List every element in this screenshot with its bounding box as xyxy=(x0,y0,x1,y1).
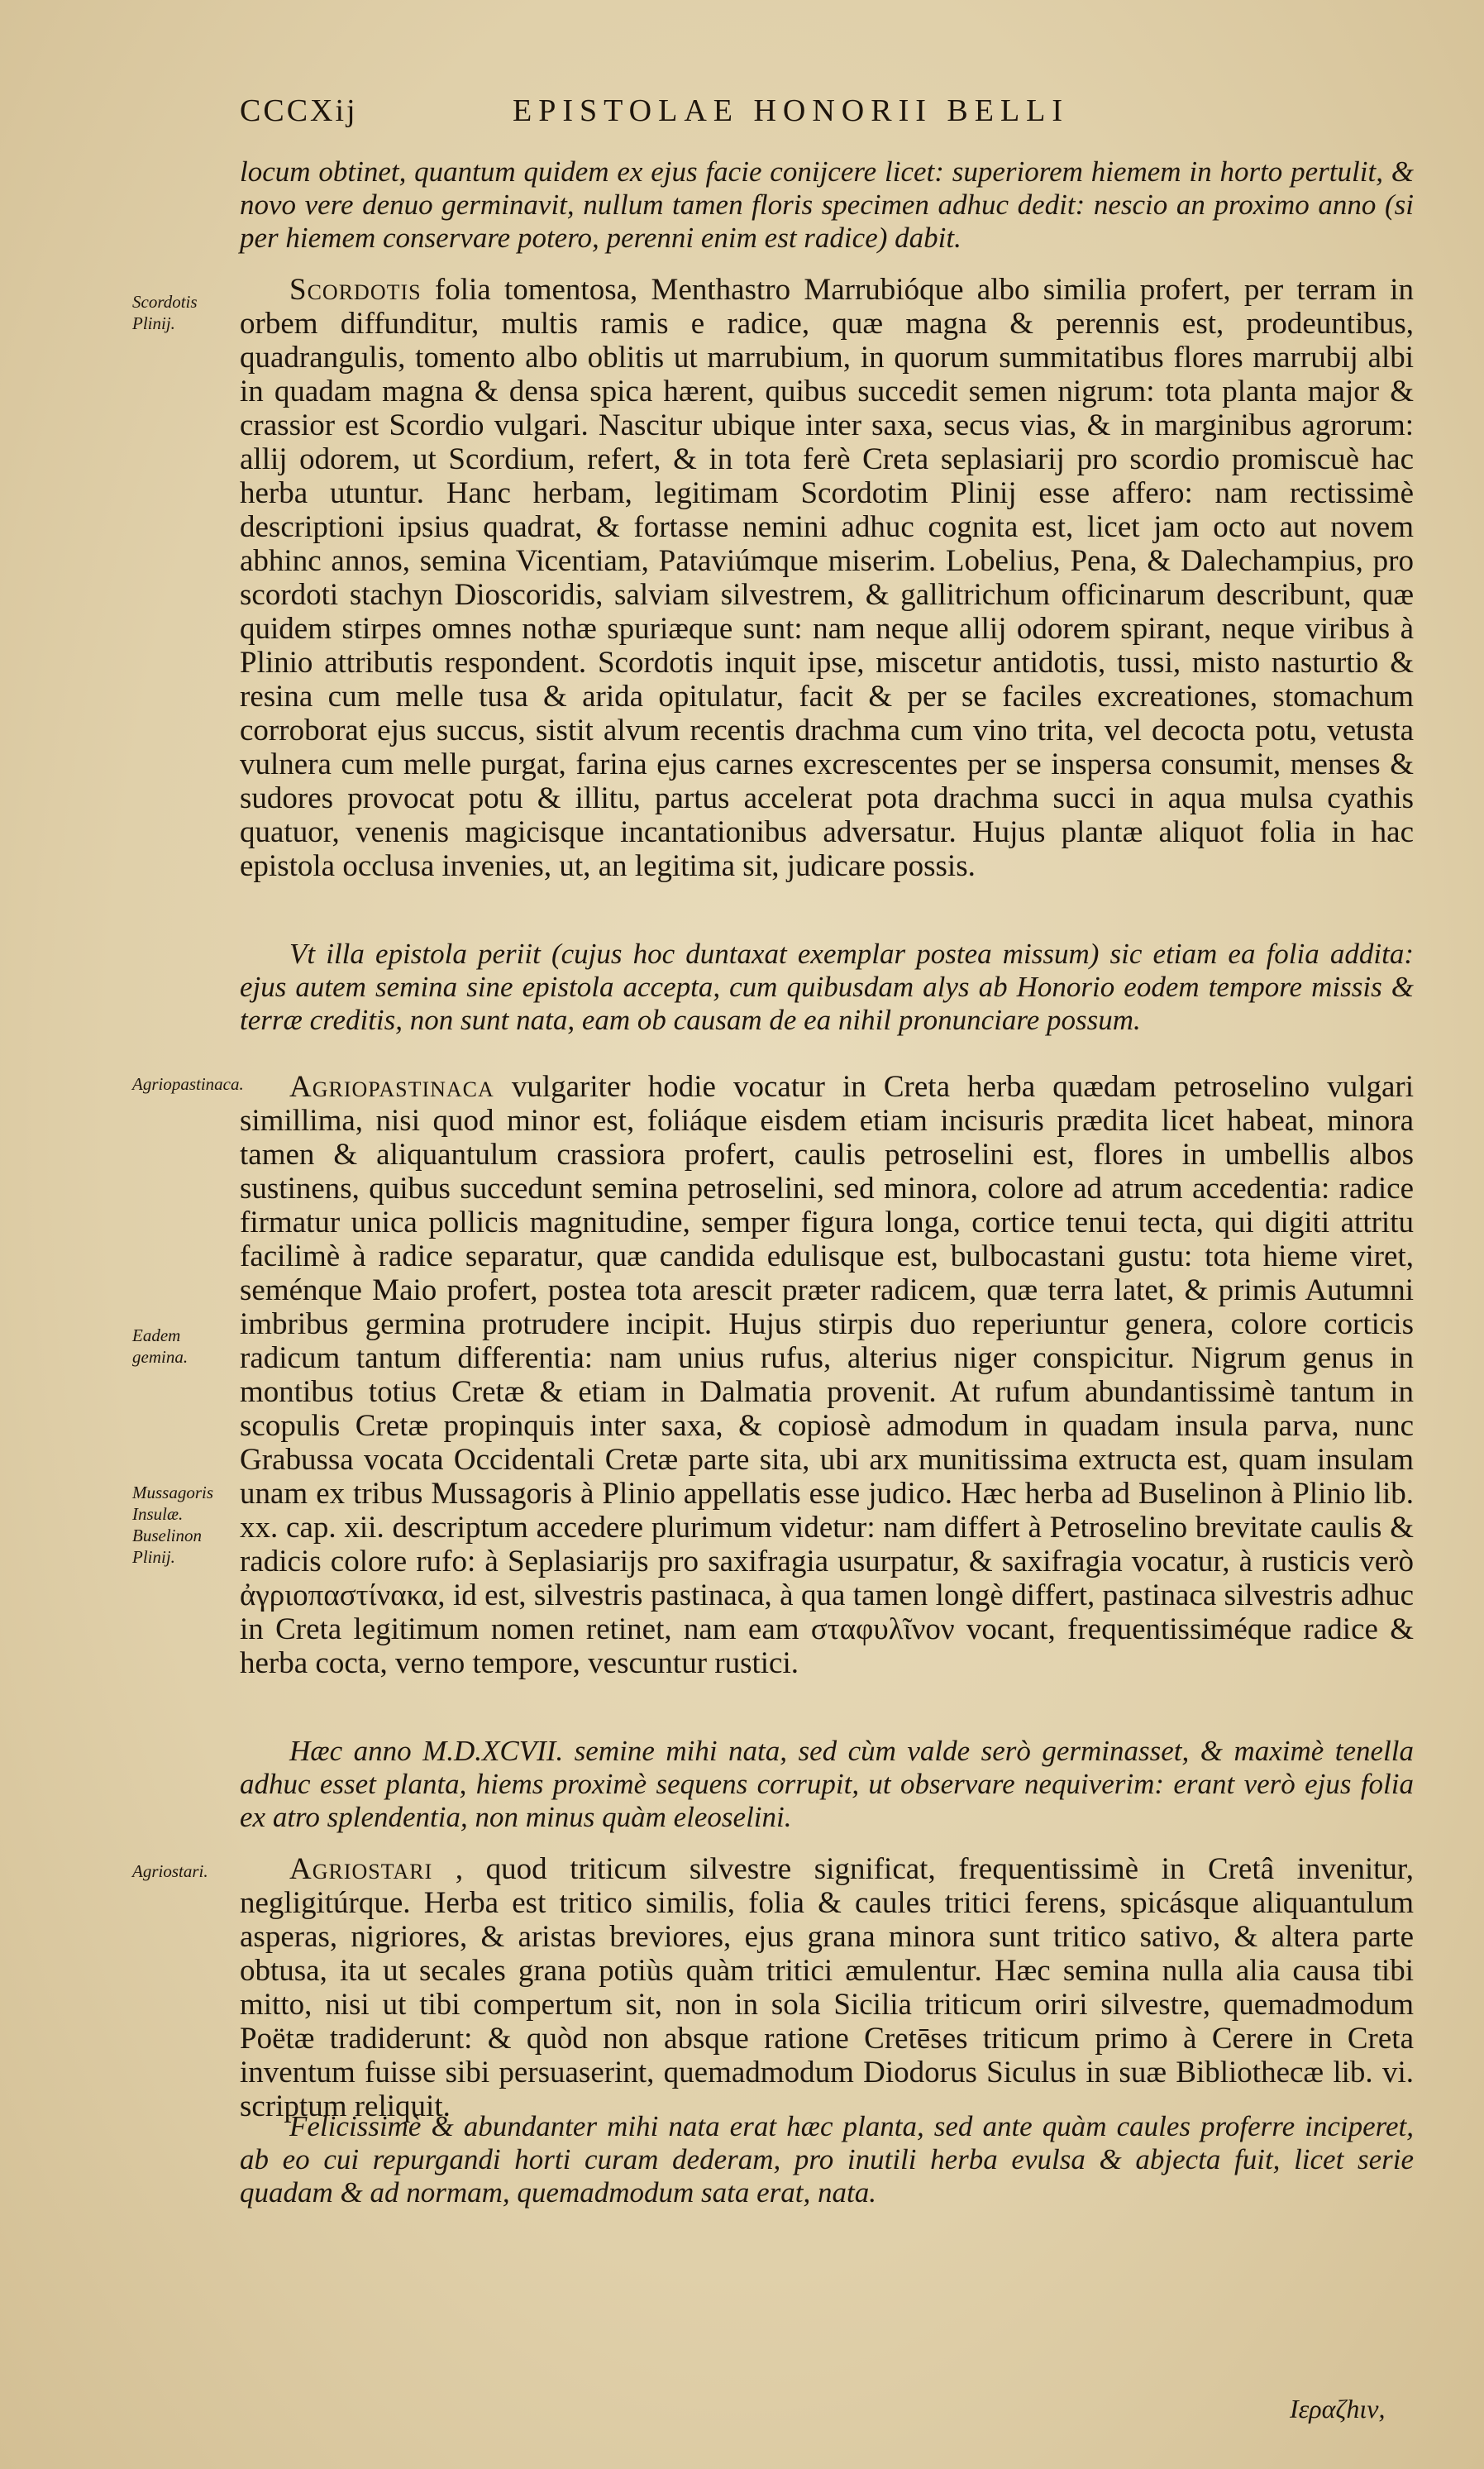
paragraph-agriostari xyxy=(240,1852,1414,2123)
catchword: Ιεραζhιν, xyxy=(1290,2394,1386,2424)
page-header xyxy=(240,93,1414,142)
lead-word: Agriostari xyxy=(289,1852,433,1886)
margin-note-scordotis: Scordotis Plinij. xyxy=(132,292,198,333)
lead-word: Scordotis xyxy=(289,273,422,307)
margin-note-mussagoris: Mussagoris Insulæ. Buselinon Plinij. xyxy=(132,1483,214,1567)
margin-note-agriostari: Agriostari. xyxy=(132,1861,208,1881)
paragraph-agriopastinaca xyxy=(240,1070,1414,1680)
paragraph-body: vulgariter hodie vocatur in Creta herba quædam petroselino vulgari simillima, nisi quod minor est, foliáque eisdem etiam incisuris prædita licet habeat, minora tamen & aliquantulum crassiora profert, caulis petroselini est, flores in umbellis albos sustinens, quibus succedunt semina petroselini, sed minora, colore ad atrum accedentia: radice firmatur unica pollicis magnitudine, semper figura longa, cortice tenui tecta, qui digiti attritu facilimè à radice separatur, quæ candida edulisque est, bulbocastani gustu: tota hieme viret, seménque Maio profert, postea tota arescit præter radicem, quæ terra latet, & primis Autumni imbribus germina protrudere incipit. Hujus stirpis duo reperiuntur genera, colore corticis radicum tantum differentia: nam unius rufus, alterius niger conspicitur. Nigrum genus in montibus totius Cretæ & etiam in Dalmatia provenit. At rufum abundantissimè tantum in scopulis Cretæ propinquis inter saxa, & copiosè admodum in quadam insula parva, nunc Grabussa vocata Occidentali Cretæ parte sita, ubi arx munitissima extructa est, quam insulam unam ex tribus Mussagoris à Plinio appellatis esse judico. Hæc herba ad Buselinon à Plinio lib. xx. cap. xii. descriptum accedere plurimum videtur: nam differt à Petroselino brevitate caulis & radicis colore rufo: à Seplasiarijs pro saxifragia usurpatur, & saxifragia vocatur, à rusticis verò ἀγριοπαστίνακα, id est, silvestris pastinaca, à qua tamen longè differt, pastinaca silvestris adhuc in Creta legitimum nomen retinet, nam eam σταφυλῖνον vocant, frequentissiméque radice & herba cocta, verno tempore, vescuntur rustici. xyxy=(240,1070,1414,1680)
note-agriopastinaca: Hæc anno M.D.XCVII. semine mihi nata, sed cùm valde serò germinasset, & maximè tenella adhuc esset planta, hiems proximè sequens corrupit, ut observare nequiverim: erant verò ejus folia ex atro splendentia, non minus quàm eleoselini. xyxy=(240,1735,1414,1833)
lead-word: Agriopastinaca xyxy=(289,1070,494,1104)
paragraph-scordotis xyxy=(240,273,1414,883)
paragraph-body: , quod triticum silvestre significat, frequentissimè in Cretâ invenitur, negligitúrque. Herba est tritico similis, folia & caules tritici ferens, spicásque aliquantulum asperas, nigriores, & aristas breviores, ejus grana minora sunt tritico sativo, & altera parte obtusa, ita ut secales grana potiùs quàm tritici æmulentur. Hæc semina nulla alia causa tibi mitto, nisi ut tibi compertum sit, non in sola Sicilia triticum oriri silvestre, quemadmodum Poëtæ tradiderunt: & quòd non absque ratione Cretēses triticum primo à Cerere in Creta inventum fuisse sibi persuaserint, quemadmodum Diodorus Siculus in suæ Bibliothecæ lib. vi. scriptum reliquit. xyxy=(240,1852,1415,2123)
running-head: EPISTOLAE HONORII BELLI xyxy=(513,93,1070,128)
margin-note-eadem-gemina: Eadem gemina. xyxy=(132,1325,188,1367)
margin-note-agriopastinaca: Agriopastinaca. xyxy=(132,1074,244,1094)
folio-number: CCCXij xyxy=(240,93,358,128)
note-scordotis: Vt illa epistola periit (cujus hoc duntaxat exemplar postea missum) sic etiam ea folia addita: ejus autem semina sine epistola accepta, cum quibusdam alys ab Honorio eodem tempore missis & terræ creditis, non sunt nata, eam ob causam de ea nihil pronunciare possum. xyxy=(240,938,1414,1036)
paragraph-body: folia tomentosa, Menthastro Marrubióque albo similia profert, per terram in orbem diffunditur, multis ramis e radice, quæ magna & perennis est, prodeuntibus, quadrangulis, tomento albo oblitis ut marrubium, in quorum summitatibus flores marrubij albi in quadam magna & densa spica hærent, quibus succedit semen nigrum: tota planta major & crassior est Scordio vulgari. Nascitur ubique inter saxa, secus vias, & in marginibus agrorum: allij odorem, ut Scordium, refert, & in tota ferè Creta seplasiarij pro scordio promiscuè hac herba utuntur. Hanc herbam, legitimam Scordotim Plinij esse affero: nam rectissimè descriptioni ipsius quadrat, & fortasse nemini adhuc cognita est, licet jam octo aut novem abhinc annos, semina Vicentiam, Pataviúmque miserim. Lobelius, Pena, & Dalechampius, pro scordoti stachyn Dioscoridis, salviam silvestrem, & gallitrichum officinarum describunt, quæ quidem stirpes omnes nothæ spuriæque sunt: nam neque allij odorem spirant, neque viribus à Plinio attributis respondent. Scordotis inquit ipse, miscetur antidotis, tussi, misto nasturtio & resina cum melle tusa & arida opitulatur, facit & per se faciles excreationes, stomachum corroborat ejus succus, sistit alvum recentis drachma cum vino trita, vel decocta potu, vetusta vulnera cum melle purgat, farina ejus carnes excrescentes per se inspersa consumit, menses & sudores provocat potu & illitu, partus accelerat pota drachma succi in aqua mulsa cyathis quatuor, venenis magicisque incantationibus adversatur. Hujus plantæ aliquot folia in hac epistola occlusa invenies, ut, an legitima sit, judicare possis. xyxy=(240,273,1415,883)
intro-paragraph: locum obtinet, quantum quidem ex ejus facie conijcere licet: superiorem hiemem in horto pertulit, & novo vere denuo germinavit, nullum tamen floris specimen adhuc dedit: nescio an proximo anno (si per hiemem conservare potero, perenni enim est radice) dabit. xyxy=(240,155,1414,254)
note-agriostari: Felicissimè & abundanter mihi nata erat hæc planta, sed ante quàm caules proferre inciperet, ab eo cui repurgandi horti curam dederam, pro inutili herba evulsa & abjecta fuit, licet serie quadam & ad normam, quemadmodum sata erat, nata. xyxy=(240,2110,1414,2209)
